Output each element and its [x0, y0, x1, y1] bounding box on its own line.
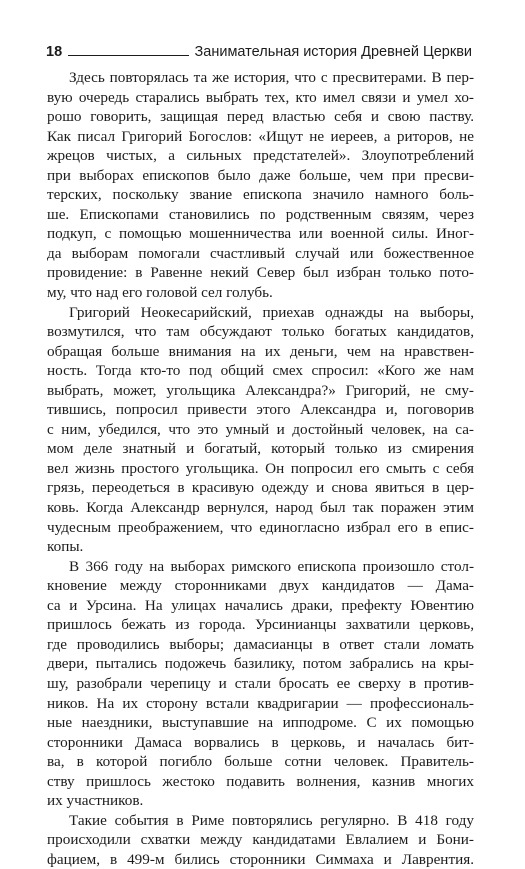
text-line: кновение между сторонниками двух кандидатов — Дама-	[47, 577, 474, 595]
text-line: ше. Епископами становились по родственным связям, через	[47, 205, 474, 223]
text-line: жрецов чистых, а сильных предстателей». Злоупотреблений	[47, 147, 474, 165]
text-line: да выборам помогали счастливый случай или божественное	[47, 244, 474, 262]
text-line: Как писал Григорий Богослов: «Ищут не иереев, а риторов, не	[47, 127, 474, 145]
text-line: шу, разобрали черепицу и стали бросать ее сверху в против-	[47, 674, 474, 692]
header-rule	[68, 55, 188, 56]
text-line: провидение: в Равенне некий Север был избран только пото-	[47, 264, 474, 282]
text-line: вую очередь старались выбрать тех, кто имел связи и умел хо-	[47, 88, 474, 106]
text-line: В 366 году на выборах римского епископа произошло стол-	[69, 557, 474, 575]
text-line: копы.	[47, 538, 84, 556]
text-line: двери, пытались подожечь базилику, потом забрались на кры-	[47, 655, 474, 673]
running-title: Занимательная история Древней Церкви	[194, 44, 472, 60]
text-line: Григорий Неокесарийский, приехав однажды на выборы,	[69, 303, 474, 321]
body-text	[47, 68, 474, 869]
running-header	[46, 40, 472, 60]
text-line: му, что над его головой сел голубь.	[47, 284, 273, 302]
text-line: где проводились выборы; дамасианцы в ответ стали ломать	[47, 635, 474, 653]
text-line: ковь. Когда Александр вернулся, народ был так поражен этим	[47, 499, 474, 517]
text-line: Такие события в Риме повторялись регулярно. В 418 году	[69, 811, 474, 829]
text-line: происходили схватки между кандидатами Евлалием и Бони-	[47, 831, 474, 849]
text-line: ные наездники, выступавшие на ипподроме. С их помощью	[47, 714, 474, 732]
text-line: с ним, убедился, что это умный и достойный человек, на са-	[47, 420, 474, 438]
text-line: чудесным преображением, что единогласно избрал его в епис-	[47, 518, 474, 536]
text-line: са и Урсина. На улицах начались драки, префекту Ювентию	[47, 596, 474, 614]
text-line: их участников.	[47, 792, 144, 810]
text-line: возмутился, что там обсуждают только богатых кандидатов,	[47, 323, 474, 341]
text-line: вел жизнь простого угольщика. Он попросил его смыть с себя	[47, 459, 474, 477]
page-number: 18	[46, 44, 63, 60]
text-line: мом деле знатный и богатый, который только из смирения	[47, 440, 474, 458]
text-line: ва, в которой погибло больше сотни человек. Правитель-	[47, 753, 474, 771]
text-line: фацием, в 499-м бились сторонники Симмаха и Лаврентия.	[47, 850, 474, 868]
text-line: при выборах епископов было даже больше, чем при пресви-	[47, 166, 474, 184]
paragraph	[47, 68, 474, 303]
paragraph	[47, 811, 474, 869]
text-line: терских, поскольку звание епископа значило намного боль-	[47, 186, 474, 204]
text-line: Здесь повторялась та же история, что с пресвитерами. В пер-	[69, 69, 474, 86]
text-line: ников. На их сторону встали квадригарии — профессиональ-	[47, 694, 474, 712]
text-line: грязь, переодеться в красивую одежду и снова явиться в цер-	[47, 479, 474, 497]
text-line: пришлось бежать из города. Урсинианцы захватили церковь,	[47, 616, 474, 634]
paragraph	[47, 303, 474, 557]
text-line: ству пришлось жестоко подавить волнения, казнив многих	[47, 772, 474, 790]
paragraph	[47, 557, 474, 811]
text-line: сторонники Дамаса ворвались в церковь, и началась бит-	[47, 733, 474, 751]
text-line: подкуп, с помощью мошенничества или военной силы. Иног-	[47, 225, 474, 243]
text-line: обращая больше внимания на их деньги, чем на нравствен-	[47, 342, 474, 360]
text-line: тившись, попросил привести этого Александра и, поговорив	[47, 401, 474, 419]
text-line: ность. Тогда кто-то под общий смех спросил: «Кого же нам	[47, 362, 474, 380]
text-line: рошо говорить, защищая перед властью себя и свою паству.	[47, 108, 474, 126]
text-line: выбрать, может, угольщика Александра?» Григорий, не сму-	[47, 381, 474, 399]
